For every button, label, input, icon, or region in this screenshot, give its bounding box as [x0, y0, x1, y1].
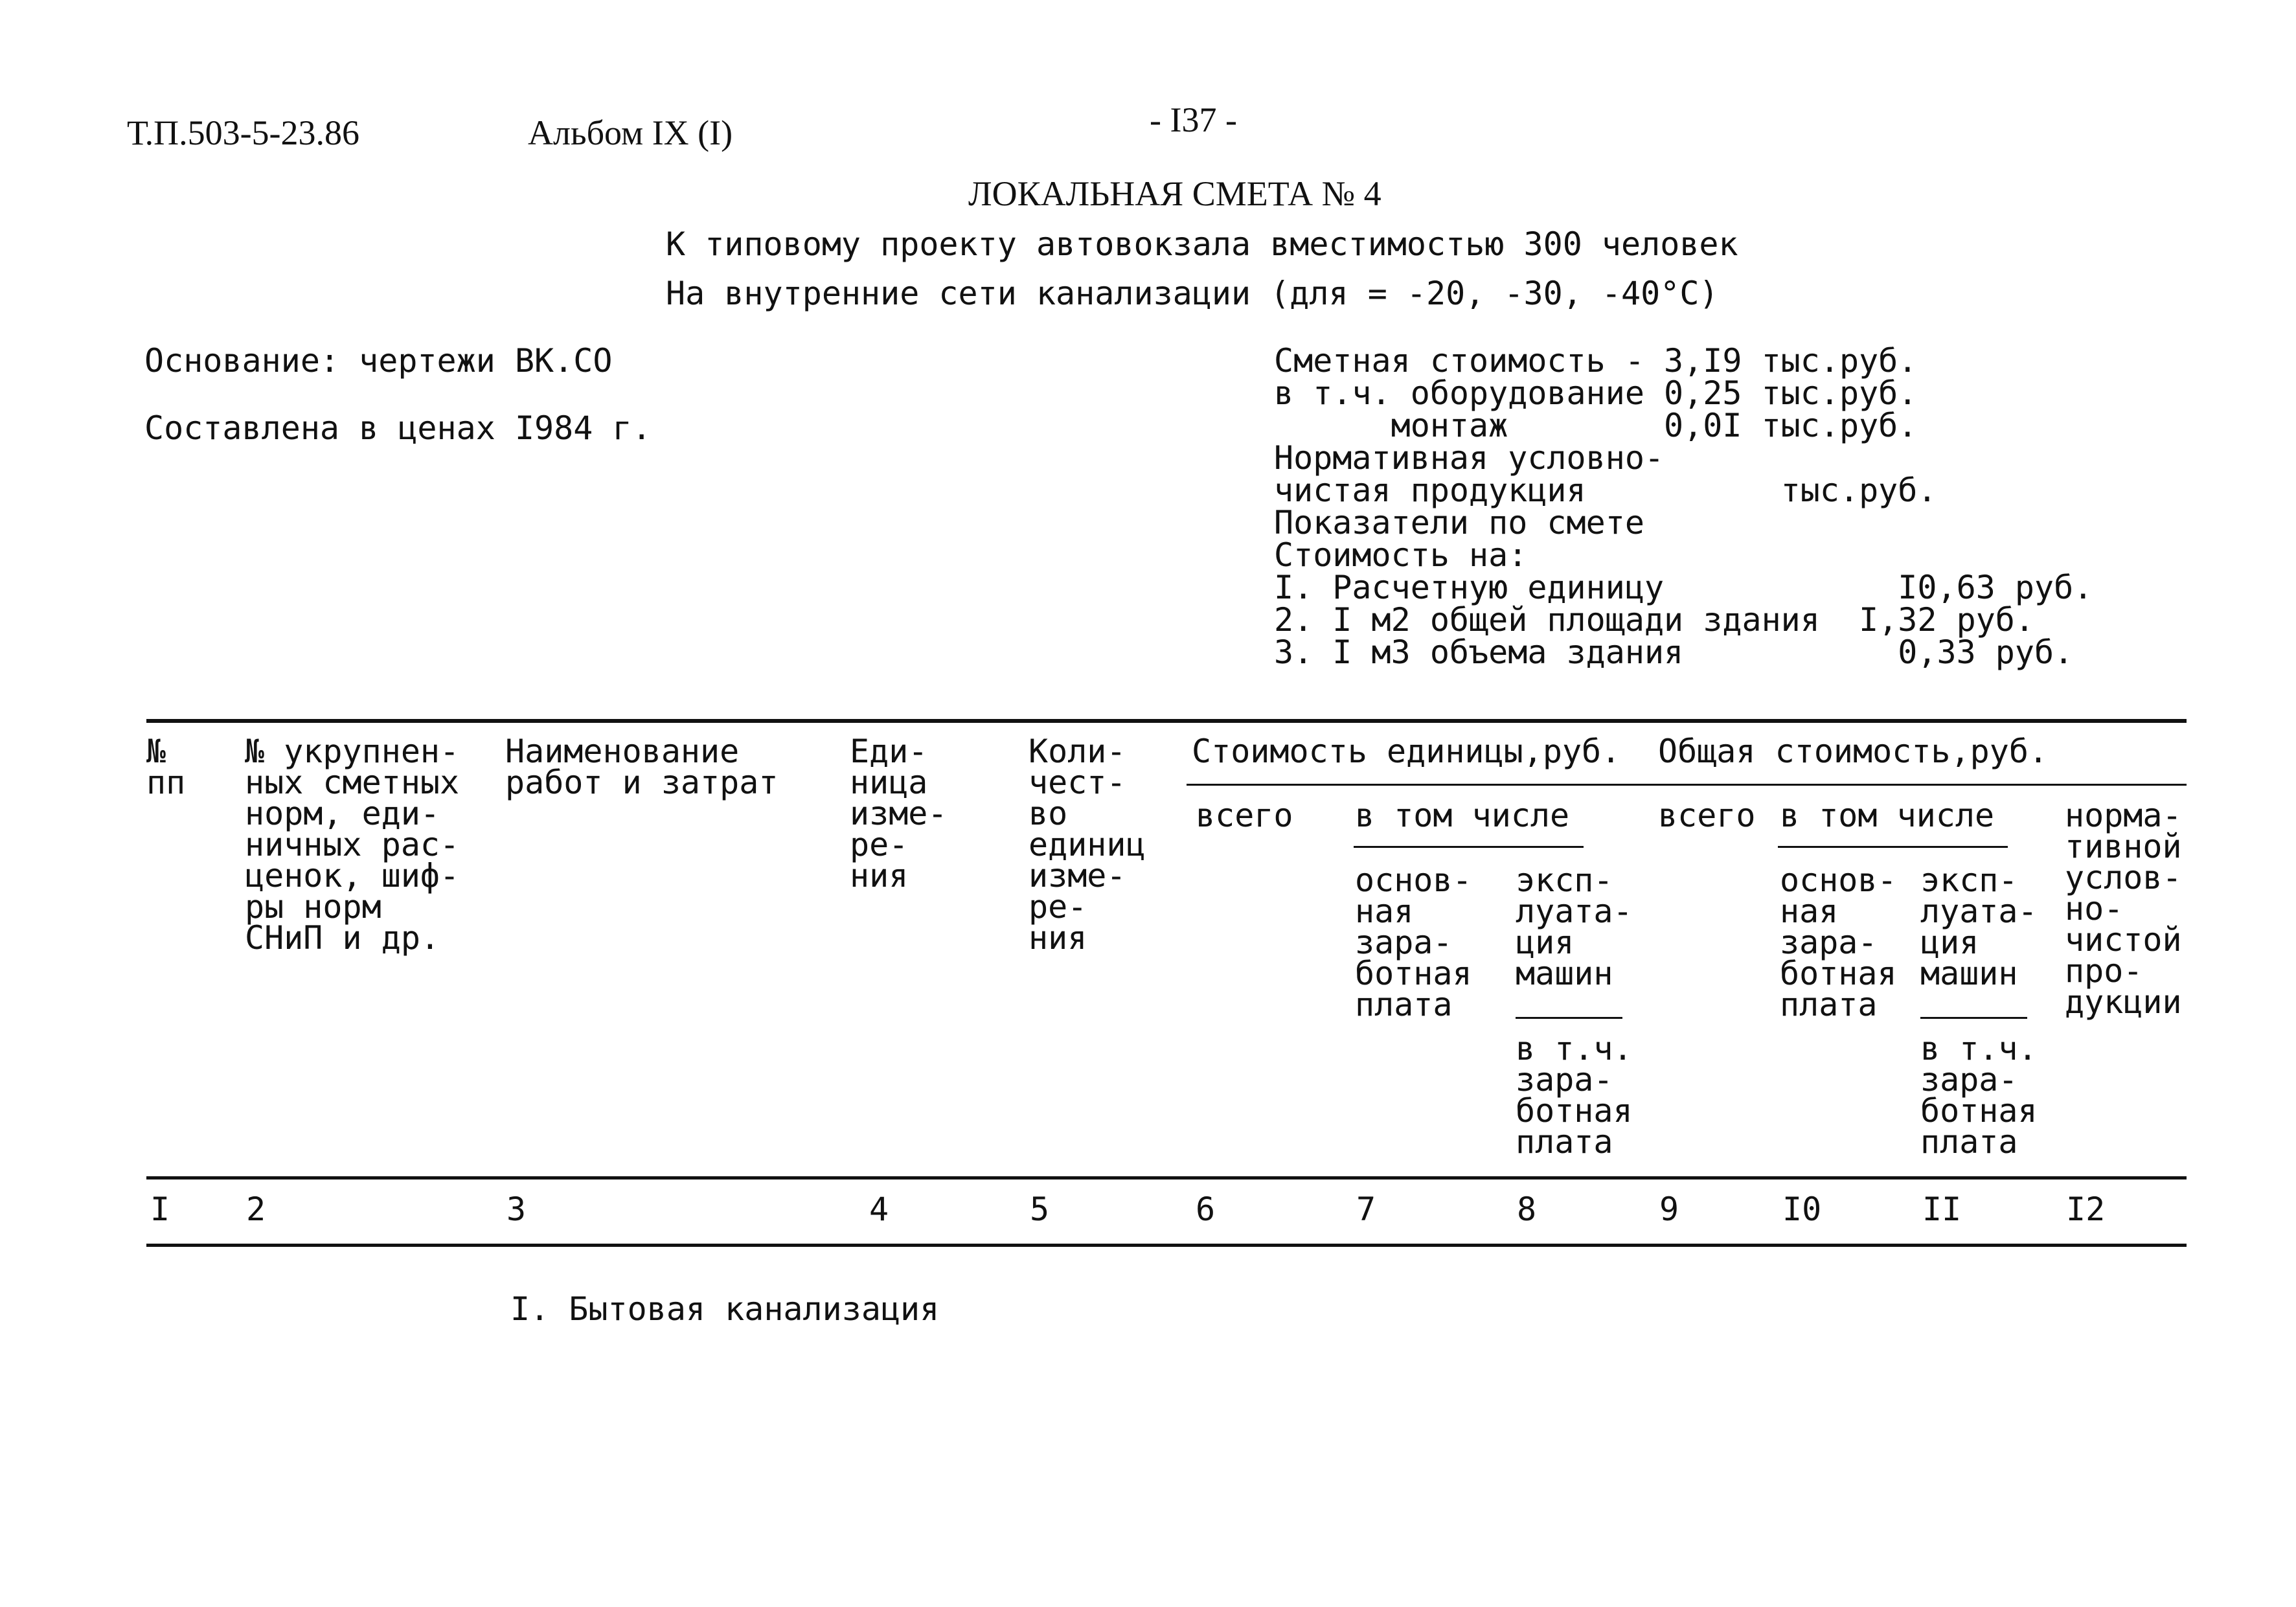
- basis-prices: Составлена в ценах I984 г.: [144, 409, 652, 447]
- column-number: I0: [1782, 1191, 1822, 1228]
- column-number: 2: [246, 1191, 266, 1228]
- header-unit: Еди- ница изме- ре- ния: [850, 733, 948, 895]
- header-unit-cost: Стоимость единицы,руб.: [1192, 733, 1621, 770]
- scope-line: На внутренние сети канализации (для = -20, -30, -40°С): [666, 275, 1719, 312]
- sub-rule-a: [1516, 1017, 1622, 1019]
- summary-block: [1274, 342, 2093, 671]
- column-number: I2: [2066, 1191, 2106, 1228]
- summary-line: монтаж 0,0I тыс.руб.: [1274, 407, 1918, 444]
- numbers-bottom-rule: [146, 1244, 2187, 1247]
- incl-rule-b: [1778, 846, 2008, 848]
- table-top-rule: [146, 719, 2187, 723]
- header-unit-machines: эксп- луата- ция машин: [1516, 861, 1633, 992]
- summary-line: Показатели по смете: [1274, 504, 1644, 541]
- incl-rule-a: [1354, 846, 1584, 848]
- header-net-product: норма- тивной услов- но- чистой про- дукции: [2065, 797, 2182, 1021]
- column-number: 6: [1196, 1191, 1216, 1228]
- header-unit-wage: основ- ная зара- ботная плата: [1355, 861, 1472, 1023]
- header-total-machine-wage: в т.ч. зара- ботная плата: [1920, 1030, 2038, 1161]
- summary-line: Сметная стоимость - 3,I9 тыс.руб.: [1274, 342, 1918, 380]
- summary-line: I. Расчетную единицу I0,63 руб.: [1274, 569, 2093, 606]
- summary-line: Нормативная условно-: [1274, 439, 1665, 477]
- header-work-name: Наименование работ и затрат: [505, 733, 779, 801]
- column-number: I: [150, 1191, 170, 1228]
- column-number: 9: [1659, 1191, 1679, 1228]
- column-number: II: [1922, 1191, 1962, 1228]
- header-norm-code: № укрупнен- ных сметных норм, еди- ничных рас- ценок, шиф- ры норм СНиП и др.: [245, 733, 460, 957]
- header-total-cost: Общая стоимость,руб.: [1658, 733, 2049, 770]
- page-number: - I37 -: [1150, 100, 1237, 139]
- basis-drawings: Основание: чертежи ВК.СО: [144, 342, 613, 380]
- column-number: 4: [869, 1191, 889, 1228]
- estimate-title: ЛОКАЛЬНАЯ СМЕТА № 4: [968, 174, 1381, 213]
- summary-line: чистая продукция тыс.руб.: [1274, 472, 1937, 509]
- summary-line: в т.ч. оборудование 0,25 тыс.руб.: [1274, 374, 1918, 412]
- sub-rule-b: [1920, 1017, 2027, 1019]
- column-number: 7: [1356, 1191, 1376, 1228]
- header-including-b: в том числе: [1780, 797, 1995, 834]
- column-number: 5: [1030, 1191, 1050, 1228]
- column-number: 3: [506, 1191, 527, 1228]
- header-bottom-rule: [146, 1176, 2187, 1180]
- summary-line: 2. I м2 общей площади здания I,32 руб.: [1274, 601, 2034, 639]
- cost-group-rule: [1187, 784, 2187, 786]
- album-number: Альбом IX (I): [528, 113, 733, 152]
- header-total-wage: основ- ная зара- ботная плата: [1780, 861, 1897, 1023]
- header-row-number: № пп: [146, 733, 186, 801]
- project-line: К типовому проекту автовокзала вместимостью 300 человек: [666, 225, 1738, 263]
- header-including-a: в том числе: [1355, 797, 1570, 834]
- summary-line: Стоимость на:: [1274, 536, 1528, 574]
- header-total: всего: [1658, 797, 1756, 834]
- summary-line: 3. I м3 объема здания 0,33 руб.: [1274, 633, 2074, 671]
- document-code: Т.П.503-5-23.86: [127, 113, 360, 152]
- header-total-machines: эксп- луата- ция машин: [1920, 861, 2038, 992]
- header-unit-machine-wage: в т.ч. зара- ботная плата: [1516, 1030, 1633, 1161]
- column-number: 8: [1517, 1191, 1537, 1228]
- header-unit-total: всего: [1196, 797, 1293, 834]
- header-quantity: Коли- чест- во единиц изме- ре- ния: [1029, 733, 1146, 957]
- section-title: I. Бытовая канализация: [510, 1290, 940, 1328]
